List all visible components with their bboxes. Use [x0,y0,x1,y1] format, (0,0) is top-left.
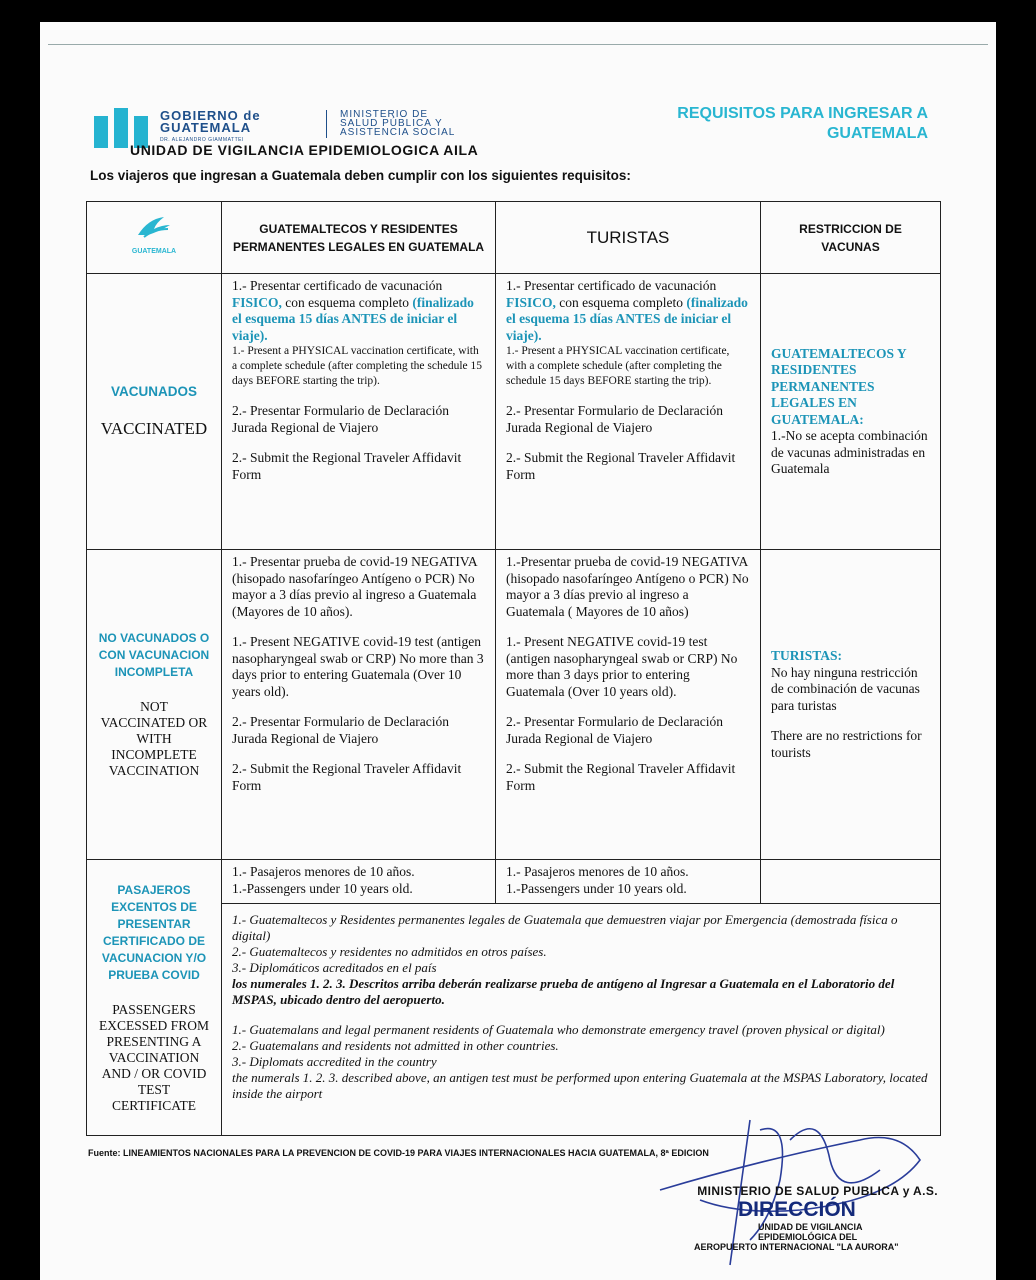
restriction-text: 1.-No se acepta combinación de vacunas administradas en Guatemala [771,428,928,476]
stamp-line3a: UNIDAD DE VIGILANCIA [758,1222,863,1232]
stamp-line1: MINISTERIO DE SALUD PUBLICA y A.S. [697,1184,938,1198]
restriction-heading: TURISTAS: [771,648,843,663]
requirements-table [86,201,941,1136]
requirement-es [232,278,485,344]
highlight: FISICO, [232,294,282,310]
ministry-line: MINISTERIO DE [340,109,429,120]
exempt-text-en: 1.-Passengers under 10 years old. [506,880,687,896]
exempt-tourists-cell [496,860,761,904]
vaccinated-label-en: VACCINATED [100,418,208,438]
note-es: 3.- Diplomáticos acreditados en el país [232,960,437,975]
guatemala-bird-logo-icon [134,215,174,239]
requirement-en: 1.- Present a PHYSICAL vaccination certificate, with a complete schedule (after completing the schedule 15 days BEFORE starting the trip). [506,345,730,387]
highlight: FISICO, [506,294,556,310]
requirement-en: 2.- Submit the Regional Traveler Affidavit Form [506,450,736,482]
vaccinated-restriction-cell [761,274,941,550]
highlight: (finalizado el esquema 15 días ANTES de iniciar el viaje). [232,294,474,343]
title-line2: GUATEMALA [826,125,928,142]
stamp-line4: AEROPUERTO INTERNACIONAL "LA AURORA" [694,1242,899,1252]
requirement-en: 2.- Submit the Regional Traveler Affidavit Form [506,761,736,793]
document-title [677,104,928,144]
note-es: 2.- Guatemaltecos y residentes no admitidos en otros países. [232,944,547,959]
note-en: 3.- Diplomats accredited in the country [232,1054,437,1069]
vaccinated-label-es: VACUNADOS [110,384,197,400]
restriction-en: There are no restrictions for tourists [771,728,922,760]
table-header-row [87,202,941,274]
requirement-en: 2.- Submit the Regional Traveler Affidavit Form [232,761,462,793]
unvaccinated-residents-cell [222,550,496,860]
note-es: 1.- Guatemaltecos y Residentes permanentes legales de Guatemala que demuestren viajar por Emergencia (demostrada física o digital) [232,912,898,943]
stamp-line3b: EPIDEMIOLÓGICA DEL [758,1232,858,1242]
exempt-text-en: 1.-Passengers under 10 years old. [232,880,413,896]
col-residents-header: GUATEMALTECOS Y RESIDENTES PERMANENTES LEGALES EN GUATEMALA [222,202,496,274]
restriction-heading: GUATEMALTECOS Y RESIDENTES PERMANENTES LEGALES EN GUATEMALA: [771,345,907,427]
logo-divider [326,110,327,138]
requirement-en: 2.- Submit the Regional Traveler Affidavit Form [232,450,462,482]
unvaccinated-label-en: NOT VACCINATED OR WITH INCOMPLETE VACCINATION [100,699,208,778]
restriction-text: No hay ninguna restricción de combinación de vacunas para turistas [771,664,920,713]
requirement-es: 2.- Presentar Formulario de Declaración Jurada Regional de Viajero [232,403,450,435]
government-logo [160,110,261,146]
source-note: Fuente: LINEAMIENTOS NACIONALES PARA LA PREVENCION DE COVID-19 PARA VIAJES INTERNACIONALES HACIA GUATEMALA, 8ª EDICION [88,1148,709,1158]
requirement-en: 1.- Present NEGATIVE covid-19 test (antigen nasopharyngeal swab or CRP) No more than 3 days prior to entering Guatemala (Over 10 years old). [506,634,738,699]
note-en: 1.- Guatemalans and legal permanent residents of Guatemala who demonstrate emergency travel (proven physical or digital) [232,1022,885,1037]
title-line1: REQUISITOS PARA INGRESAR A [677,105,928,122]
gov-line1: GOBIERNO de [160,108,261,123]
requirement-es: 1.- Presentar prueba de covid-19 NEGATIVA (hisopado nasofaríngeo Antígeno o PCR) No mayor a 3 días previo al ingreso a Guatemala (Mayores de 10 años). [232,554,477,619]
note-es-bold: los numerales 1. 2. 3. Descritos arriba deberán realizarse prueba de antígeno al Ingresar a Guatemala en el Laboratorio del MSPAS, ubicado dentro del aeropuerto. [232,976,895,1007]
vaccinated-residents-cell [222,274,496,550]
exempt-text-es: 1.- Pasajeros menores de 10 años. [506,864,689,879]
vaccinated-tourists-cell [496,274,761,550]
highlight: (finalizado el esquema 15 días ANTES de iniciar el viaje). [506,294,748,343]
text: con esquema completo [281,294,413,310]
exempt-text-es: 1.- Pasajeros menores de 10 años. [232,864,415,879]
ministry-line: ASISTENCIA SOCIAL [340,127,456,138]
exempt-label-es: PASAJEROS EXCENTOS DE PRESENTAR CERTIFICADO DE VACUNACION Y/O PRUEBA COVID [101,882,207,982]
text: con esquema completo [555,294,687,310]
exempt-restriction-cell [761,860,941,904]
table-logo-text: GUATEMALA [131,247,177,255]
unvaccinated-label-es: NO VACUNADOS O CON VACUNACION INCOMPLETA [98,631,210,679]
requirement-es: 2.- Presentar Formulario de Declaración Jurada Regional de Viajero [232,714,450,746]
unit-title: UNIDAD DE VIGILANCIA EPIDEMIOLOGICA AILA [130,142,479,158]
exempt-label-cell [87,860,222,1136]
exempt-residents-cell [222,860,496,904]
col-restriction-header: RESTRICCION DE VACUNAS [761,202,941,274]
text: 1.- Presentar certificado de vacunación [506,278,717,293]
unvaccinated-tourists-cell [496,550,761,860]
unvaccinated-restriction-cell [761,550,941,860]
exempt-row-top [87,860,941,904]
ministry-line: SALUD PÚBLICA Y [340,118,443,129]
note-en: 2.- Guatemalans and residents not admitted in other countries. [232,1038,559,1053]
vaccinated-row [87,274,941,550]
vaccinated-label-cell [87,274,222,550]
note-en: the numerals 1. 2. 3. described above, an antigen test must be performed upon entering Guatemala at the MSPAS Laboratory, located inside the airport [232,1070,928,1101]
gov-sub: DR. ALEJANDRO GIAMMATTEI [160,137,244,143]
requirement-en: 1.- Present NEGATIVE covid-19 test (antigen nasopharyngeal swab or CRP) No more than 3 days prior to entering Guatemala (Over 10 years old). [232,634,484,699]
table-logo-cell [87,202,222,274]
intro-text: Los viajeros que ingresan a Guatemala deben cumplir con los siguientes requisitos: [90,168,631,183]
requirement-en: 1.- Present a PHYSICAL vaccination certificate, with a complete schedule (after completing the schedule 15 days BEFORE starting the trip). [232,345,483,387]
ministry-name [340,110,455,137]
requirement-es: 1.-Presentar prueba de covid-19 NEGATIVA (hisopado nasofaríngeo Antígeno o PCR) No mayor a 3 días previo al ingreso a Guatemala ( Mayores de 10 años) [506,554,749,619]
official-stamp [688,1184,938,1252]
requirement-es [506,278,750,344]
stamp-line2: DIRECCIÓN [738,1198,856,1221]
top-rule [48,44,988,45]
col-tourists-header: TURISTAS [496,202,761,274]
requirement-es: 2.- Presentar Formulario de Declaración Jurada Regional de Viajero [506,714,724,746]
gov-line2: GUATEMALA [160,120,252,135]
exempt-label-en: PASSENGERS EXCESSED FROM PRESENTING A VACCINATION AND / OR COVID TEST CERTIFICATE [99,1001,209,1113]
unvaccinated-row [87,550,941,860]
text: 1.- Presentar certificado de vacunación [232,278,443,293]
requirement-es: 2.- Presentar Formulario de Declaración Jurada Regional de Viajero [506,403,724,435]
unvaccinated-label-cell [87,550,222,860]
